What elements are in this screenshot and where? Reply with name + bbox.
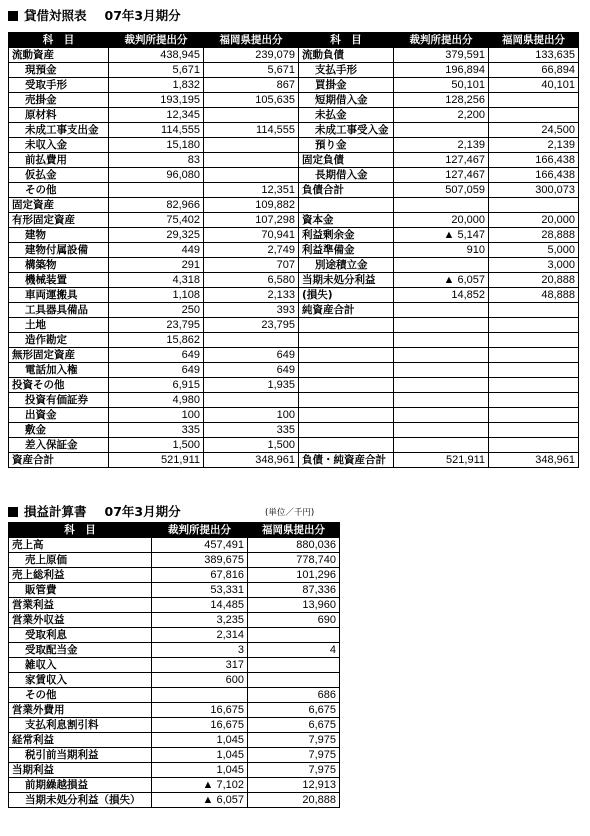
asset-court-value: 291 bbox=[109, 258, 204, 273]
liability-court-value bbox=[394, 378, 489, 393]
liability-label: 流動負債 bbox=[299, 48, 394, 63]
court-value: 53,331 bbox=[152, 583, 248, 598]
table-row bbox=[9, 78, 579, 93]
court-value: 1,045 bbox=[152, 748, 248, 763]
liability-pref-value bbox=[489, 318, 579, 333]
court-value: 3,235 bbox=[152, 613, 248, 628]
pref-value: 880,036 bbox=[248, 538, 340, 553]
asset-label: 流動資産 bbox=[9, 48, 109, 63]
liability-court-value: 507,059 bbox=[394, 183, 489, 198]
liability-pref-value: 348,961 bbox=[489, 453, 579, 468]
pref-value: 7,975 bbox=[248, 733, 340, 748]
asset-pref-value bbox=[204, 108, 299, 123]
court-value: 2,314 bbox=[152, 628, 248, 643]
asset-court-value: 6,915 bbox=[109, 378, 204, 393]
court-value bbox=[152, 688, 248, 703]
liability-label: 利益準備金 bbox=[299, 243, 394, 258]
table-row bbox=[9, 378, 579, 393]
table-row bbox=[9, 303, 579, 318]
header-kamoku-left: 科 目 bbox=[9, 33, 109, 48]
liability-court-value: 14,852 bbox=[394, 288, 489, 303]
liability-label: 当期未処分利益 bbox=[299, 273, 394, 288]
table-row bbox=[9, 408, 579, 423]
item-label: 受取配当金 bbox=[9, 643, 152, 658]
liability-court-value: 521,911 bbox=[394, 453, 489, 468]
liability-court-value: ▲ 5,147 bbox=[394, 228, 489, 243]
table-row bbox=[9, 748, 340, 763]
liability-court-value bbox=[394, 348, 489, 363]
asset-court-value: 100 bbox=[109, 408, 204, 423]
balance-sheet-header-row bbox=[9, 33, 579, 48]
header-court: 裁判所提出分 bbox=[152, 523, 248, 538]
asset-label: 未収入金 bbox=[9, 138, 109, 153]
liability-court-value: 127,467 bbox=[394, 168, 489, 183]
balance-sheet-title bbox=[8, 6, 181, 26]
asset-court-value: 335 bbox=[109, 423, 204, 438]
item-label: その他 bbox=[9, 688, 152, 703]
asset-pref-value: 107,298 bbox=[204, 213, 299, 228]
table-row bbox=[9, 288, 579, 303]
asset-court-value: 1,108 bbox=[109, 288, 204, 303]
table-row bbox=[9, 453, 579, 468]
table-row bbox=[9, 333, 579, 348]
liability-label bbox=[299, 378, 394, 393]
table-row bbox=[9, 318, 579, 333]
asset-label: 土地 bbox=[9, 318, 109, 333]
balance-sheet-body bbox=[9, 48, 579, 468]
asset-pref-value: 5,671 bbox=[204, 63, 299, 78]
court-value: 3 bbox=[152, 643, 248, 658]
income-statement-table bbox=[8, 522, 340, 808]
item-label: 支払利息割引料 bbox=[9, 718, 152, 733]
table-row bbox=[9, 138, 579, 153]
income-statement-body bbox=[9, 538, 340, 808]
liability-pref-value bbox=[489, 408, 579, 423]
liability-court-value: 910 bbox=[394, 243, 489, 258]
asset-pref-value: 114,555 bbox=[204, 123, 299, 138]
header-pref: 福岡県提出分 bbox=[248, 523, 340, 538]
liability-court-value bbox=[394, 438, 489, 453]
court-value: 16,675 bbox=[152, 718, 248, 733]
liability-court-value bbox=[394, 393, 489, 408]
liability-label: 別途積立金 bbox=[299, 258, 394, 273]
table-row bbox=[9, 423, 579, 438]
liability-pref-value bbox=[489, 108, 579, 123]
asset-pref-value: 2,749 bbox=[204, 243, 299, 258]
asset-label: 原材料 bbox=[9, 108, 109, 123]
asset-court-value: 83 bbox=[109, 153, 204, 168]
pref-value: 690 bbox=[248, 613, 340, 628]
header-pref-right: 福岡県提出分 bbox=[489, 33, 579, 48]
asset-court-value: 114,555 bbox=[109, 123, 204, 138]
item-label: 販管費 bbox=[9, 583, 152, 598]
court-value: 600 bbox=[152, 673, 248, 688]
table-row bbox=[9, 198, 579, 213]
table-row bbox=[9, 213, 579, 228]
square-bullet-icon bbox=[8, 11, 18, 21]
table-row bbox=[9, 393, 579, 408]
asset-pref-value: 348,961 bbox=[204, 453, 299, 468]
item-label: 雑収入 bbox=[9, 658, 152, 673]
asset-court-value: 250 bbox=[109, 303, 204, 318]
liability-pref-value: 166,438 bbox=[489, 153, 579, 168]
item-label: 売上高 bbox=[9, 538, 152, 553]
table-row bbox=[9, 153, 579, 168]
liability-label: 未払金 bbox=[299, 108, 394, 123]
asset-court-value: 521,911 bbox=[109, 453, 204, 468]
header-kamoku-right: 科 目 bbox=[299, 33, 394, 48]
table-row bbox=[9, 718, 340, 733]
table-row bbox=[9, 183, 579, 198]
table-row bbox=[9, 63, 579, 78]
asset-label: 現預金 bbox=[9, 63, 109, 78]
pref-value bbox=[248, 658, 340, 673]
pref-value bbox=[248, 673, 340, 688]
asset-label: 機械装置 bbox=[9, 273, 109, 288]
asset-pref-value: 239,079 bbox=[204, 48, 299, 63]
asset-pref-value: 1,935 bbox=[204, 378, 299, 393]
square-bullet-icon bbox=[8, 507, 18, 517]
asset-pref-value: 707 bbox=[204, 258, 299, 273]
liability-label: 固定負債 bbox=[299, 153, 394, 168]
asset-court-value: 5,671 bbox=[109, 63, 204, 78]
item-label: 家賃収入 bbox=[9, 673, 152, 688]
liability-label: 長期借入金 bbox=[299, 168, 394, 183]
liability-label bbox=[299, 318, 394, 333]
asset-label: 前払費用 bbox=[9, 153, 109, 168]
asset-court-value: 438,945 bbox=[109, 48, 204, 63]
asset-court-value: 1,500 bbox=[109, 438, 204, 453]
asset-label: 資産合計 bbox=[9, 453, 109, 468]
liability-pref-value bbox=[489, 333, 579, 348]
asset-label: 有形固定資産 bbox=[9, 213, 109, 228]
asset-pref-value: 393 bbox=[204, 303, 299, 318]
liability-label bbox=[299, 348, 394, 363]
table-row bbox=[9, 658, 340, 673]
asset-label: 電話加入権 bbox=[9, 363, 109, 378]
asset-pref-value: 12,351 bbox=[204, 183, 299, 198]
table-row bbox=[9, 123, 579, 138]
table-row bbox=[9, 778, 340, 793]
asset-label: 差入保証金 bbox=[9, 438, 109, 453]
liability-label: 預り金 bbox=[299, 138, 394, 153]
liability-pref-value: 166,438 bbox=[489, 168, 579, 183]
liability-court-value bbox=[394, 333, 489, 348]
asset-pref-value: 105,635 bbox=[204, 93, 299, 108]
table-row bbox=[9, 673, 340, 688]
court-value: 14,485 bbox=[152, 598, 248, 613]
table-row bbox=[9, 793, 340, 808]
pref-value: 778,740 bbox=[248, 553, 340, 568]
liability-label bbox=[299, 198, 394, 213]
liability-court-value: 127,467 bbox=[394, 153, 489, 168]
liability-label: 負債合計 bbox=[299, 183, 394, 198]
asset-label: 投資その他 bbox=[9, 378, 109, 393]
table-row bbox=[9, 568, 340, 583]
item-label: 売上総利益 bbox=[9, 568, 152, 583]
liability-court-value: 2,200 bbox=[394, 108, 489, 123]
liability-label: 純資産合計 bbox=[299, 303, 394, 318]
asset-label: 売掛金 bbox=[9, 93, 109, 108]
item-label: 受取利息 bbox=[9, 628, 152, 643]
liability-label: 資本金 bbox=[299, 213, 394, 228]
asset-pref-value: 1,500 bbox=[204, 438, 299, 453]
liability-pref-value bbox=[489, 93, 579, 108]
header-kamoku: 科 目 bbox=[9, 523, 152, 538]
pref-value bbox=[248, 628, 340, 643]
asset-label: 造作勘定 bbox=[9, 333, 109, 348]
asset-pref-value: 2,133 bbox=[204, 288, 299, 303]
asset-pref-value: 649 bbox=[204, 363, 299, 378]
asset-court-value: 193,195 bbox=[109, 93, 204, 108]
asset-court-value: 449 bbox=[109, 243, 204, 258]
liability-pref-value: 28,888 bbox=[489, 228, 579, 243]
liability-label bbox=[299, 363, 394, 378]
pref-value: 87,336 bbox=[248, 583, 340, 598]
liability-pref-value: 20,888 bbox=[489, 273, 579, 288]
asset-pref-value bbox=[204, 333, 299, 348]
income-statement-title-text: 損益計算書 bbox=[24, 504, 87, 519]
item-label: 当期未処分利益（損失） bbox=[9, 793, 152, 808]
header-court-left: 裁判所提出分 bbox=[109, 33, 204, 48]
pref-value: 20,888 bbox=[248, 793, 340, 808]
table-row bbox=[9, 628, 340, 643]
liability-pref-value: 300,073 bbox=[489, 183, 579, 198]
liability-label: 利益剰余金 bbox=[299, 228, 394, 243]
table-row bbox=[9, 93, 579, 108]
liability-label bbox=[299, 423, 394, 438]
liability-pref-value: 5,000 bbox=[489, 243, 579, 258]
asset-court-value bbox=[109, 183, 204, 198]
pref-value: 4 bbox=[248, 643, 340, 658]
item-label: 営業外収益 bbox=[9, 613, 152, 628]
court-value: 317 bbox=[152, 658, 248, 673]
income-statement-header-row bbox=[9, 523, 340, 538]
table-row bbox=[9, 108, 579, 123]
liability-pref-value: 3,000 bbox=[489, 258, 579, 273]
liability-pref-value bbox=[489, 303, 579, 318]
pref-value: 7,975 bbox=[248, 763, 340, 778]
liability-pref-value: 24,500 bbox=[489, 123, 579, 138]
asset-pref-value: 70,941 bbox=[204, 228, 299, 243]
liability-label bbox=[299, 438, 394, 453]
liability-label bbox=[299, 393, 394, 408]
liability-pref-value bbox=[489, 378, 579, 393]
liability-pref-value: 2,139 bbox=[489, 138, 579, 153]
income-statement-period: 07年3月期分 bbox=[104, 504, 181, 519]
liability-court-value bbox=[394, 198, 489, 213]
table-row bbox=[9, 438, 579, 453]
court-value: 67,816 bbox=[152, 568, 248, 583]
liability-label: 買掛金 bbox=[299, 78, 394, 93]
liability-court-value bbox=[394, 258, 489, 273]
asset-label: 無形固定資産 bbox=[9, 348, 109, 363]
balance-sheet-table bbox=[8, 32, 579, 468]
liability-court-value bbox=[394, 123, 489, 138]
asset-court-value: 1,832 bbox=[109, 78, 204, 93]
liability-court-value: 2,139 bbox=[394, 138, 489, 153]
pref-value: 7,975 bbox=[248, 748, 340, 763]
court-value: 16,675 bbox=[152, 703, 248, 718]
asset-court-value: 15,862 bbox=[109, 333, 204, 348]
table-row bbox=[9, 763, 340, 778]
table-row bbox=[9, 613, 340, 628]
table-row bbox=[9, 168, 579, 183]
table-row bbox=[9, 258, 579, 273]
liability-pref-value: 40,101 bbox=[489, 78, 579, 93]
liability-court-value: ▲ 6,057 bbox=[394, 273, 489, 288]
liability-label: 負債・純資産合計 bbox=[299, 453, 394, 468]
asset-court-value: 15,180 bbox=[109, 138, 204, 153]
asset-label: 受取手形 bbox=[9, 78, 109, 93]
asset-pref-value bbox=[204, 153, 299, 168]
asset-label: 工具器具備品 bbox=[9, 303, 109, 318]
item-label: 経常利益 bbox=[9, 733, 152, 748]
balance-sheet-title-text: 貸借対照表 bbox=[24, 8, 87, 23]
item-label: 前期繰越損益 bbox=[9, 778, 152, 793]
liability-court-value bbox=[394, 423, 489, 438]
table-row bbox=[9, 733, 340, 748]
liability-label: 未成工事受入金 bbox=[299, 123, 394, 138]
asset-court-value: 4,980 bbox=[109, 393, 204, 408]
asset-pref-value: 100 bbox=[204, 408, 299, 423]
table-row bbox=[9, 583, 340, 598]
table-row bbox=[9, 348, 579, 363]
liability-court-value bbox=[394, 408, 489, 423]
asset-pref-value bbox=[204, 138, 299, 153]
asset-court-value: 649 bbox=[109, 348, 204, 363]
table-row bbox=[9, 688, 340, 703]
table-row bbox=[9, 643, 340, 658]
liability-label bbox=[299, 408, 394, 423]
liability-court-value: 50,101 bbox=[394, 78, 489, 93]
asset-label: 車両運搬具 bbox=[9, 288, 109, 303]
asset-label: 建物付属設備 bbox=[9, 243, 109, 258]
liability-pref-value: 66,894 bbox=[489, 63, 579, 78]
liability-court-value bbox=[394, 318, 489, 333]
asset-label: 未成工事支出金 bbox=[9, 123, 109, 138]
asset-label: 建物 bbox=[9, 228, 109, 243]
item-label: 営業外費用 bbox=[9, 703, 152, 718]
asset-court-value: 29,325 bbox=[109, 228, 204, 243]
asset-pref-value: 23,795 bbox=[204, 318, 299, 333]
liability-court-value: 196,894 bbox=[394, 63, 489, 78]
asset-court-value: 4,318 bbox=[109, 273, 204, 288]
court-value: ▲ 6,057 bbox=[152, 793, 248, 808]
liability-pref-value bbox=[489, 423, 579, 438]
item-label: 税引前当期利益 bbox=[9, 748, 152, 763]
court-value: ▲ 7,102 bbox=[152, 778, 248, 793]
liability-pref-value: 48,888 bbox=[489, 288, 579, 303]
table-row bbox=[9, 538, 340, 553]
liability-pref-value: 133,635 bbox=[489, 48, 579, 63]
asset-pref-value: 867 bbox=[204, 78, 299, 93]
asset-label: 構築物 bbox=[9, 258, 109, 273]
liability-pref-value bbox=[489, 363, 579, 378]
court-value: 389,675 bbox=[152, 553, 248, 568]
liability-label: 支払手形 bbox=[299, 63, 394, 78]
asset-label: 仮払金 bbox=[9, 168, 109, 183]
balance-sheet-period: 07年3月期分 bbox=[104, 8, 181, 23]
table-row bbox=[9, 703, 340, 718]
liability-pref-value bbox=[489, 348, 579, 363]
liability-pref-value bbox=[489, 393, 579, 408]
unit-note: (単位／千円) bbox=[265, 508, 315, 518]
header-court-right: 裁判所提出分 bbox=[394, 33, 489, 48]
asset-pref-value: 109,882 bbox=[204, 198, 299, 213]
item-label: 当期利益 bbox=[9, 763, 152, 778]
pref-value: 12,913 bbox=[248, 778, 340, 793]
liability-label bbox=[299, 333, 394, 348]
liability-court-value: 20,000 bbox=[394, 213, 489, 228]
pref-value: 686 bbox=[248, 688, 340, 703]
asset-label: 出資金 bbox=[9, 408, 109, 423]
liability-pref-value bbox=[489, 438, 579, 453]
asset-pref-value: 649 bbox=[204, 348, 299, 363]
asset-pref-value: 6,580 bbox=[204, 273, 299, 288]
asset-court-value: 75,402 bbox=[109, 213, 204, 228]
court-value: 1,045 bbox=[152, 763, 248, 778]
liability-pref-value: 20,000 bbox=[489, 213, 579, 228]
liability-court-value: 379,591 bbox=[394, 48, 489, 63]
asset-pref-value bbox=[204, 393, 299, 408]
asset-pref-value: 335 bbox=[204, 423, 299, 438]
header-pref-left: 福岡県提出分 bbox=[204, 33, 299, 48]
item-label: 売上原価 bbox=[9, 553, 152, 568]
table-row bbox=[9, 228, 579, 243]
asset-pref-value bbox=[204, 168, 299, 183]
asset-court-value: 12,345 bbox=[109, 108, 204, 123]
liability-label: (損失) bbox=[299, 288, 394, 303]
liability-court-value: 128,256 bbox=[394, 93, 489, 108]
table-row bbox=[9, 598, 340, 613]
asset-label: 固定資産 bbox=[9, 198, 109, 213]
pref-value: 6,675 bbox=[248, 703, 340, 718]
liability-court-value bbox=[394, 303, 489, 318]
asset-court-value: 96,080 bbox=[109, 168, 204, 183]
liability-court-value bbox=[394, 363, 489, 378]
asset-label: 投資有価証券 bbox=[9, 393, 109, 408]
table-row bbox=[9, 48, 579, 63]
table-row bbox=[9, 243, 579, 258]
liability-pref-value bbox=[489, 198, 579, 213]
asset-court-value: 649 bbox=[109, 363, 204, 378]
pref-value: 6,675 bbox=[248, 718, 340, 733]
liability-label: 短期借入金 bbox=[299, 93, 394, 108]
asset-court-value: 82,966 bbox=[109, 198, 204, 213]
asset-court-value: 23,795 bbox=[109, 318, 204, 333]
table-row bbox=[9, 363, 579, 378]
table-row bbox=[9, 553, 340, 568]
pref-value: 13,960 bbox=[248, 598, 340, 613]
court-value: 1,045 bbox=[152, 733, 248, 748]
court-value: 457,491 bbox=[152, 538, 248, 553]
item-label: 営業利益 bbox=[9, 598, 152, 613]
asset-label: その他 bbox=[9, 183, 109, 198]
table-row bbox=[9, 273, 579, 288]
pref-value: 101,296 bbox=[248, 568, 340, 583]
income-statement-title bbox=[8, 502, 181, 522]
asset-label: 敷金 bbox=[9, 423, 109, 438]
